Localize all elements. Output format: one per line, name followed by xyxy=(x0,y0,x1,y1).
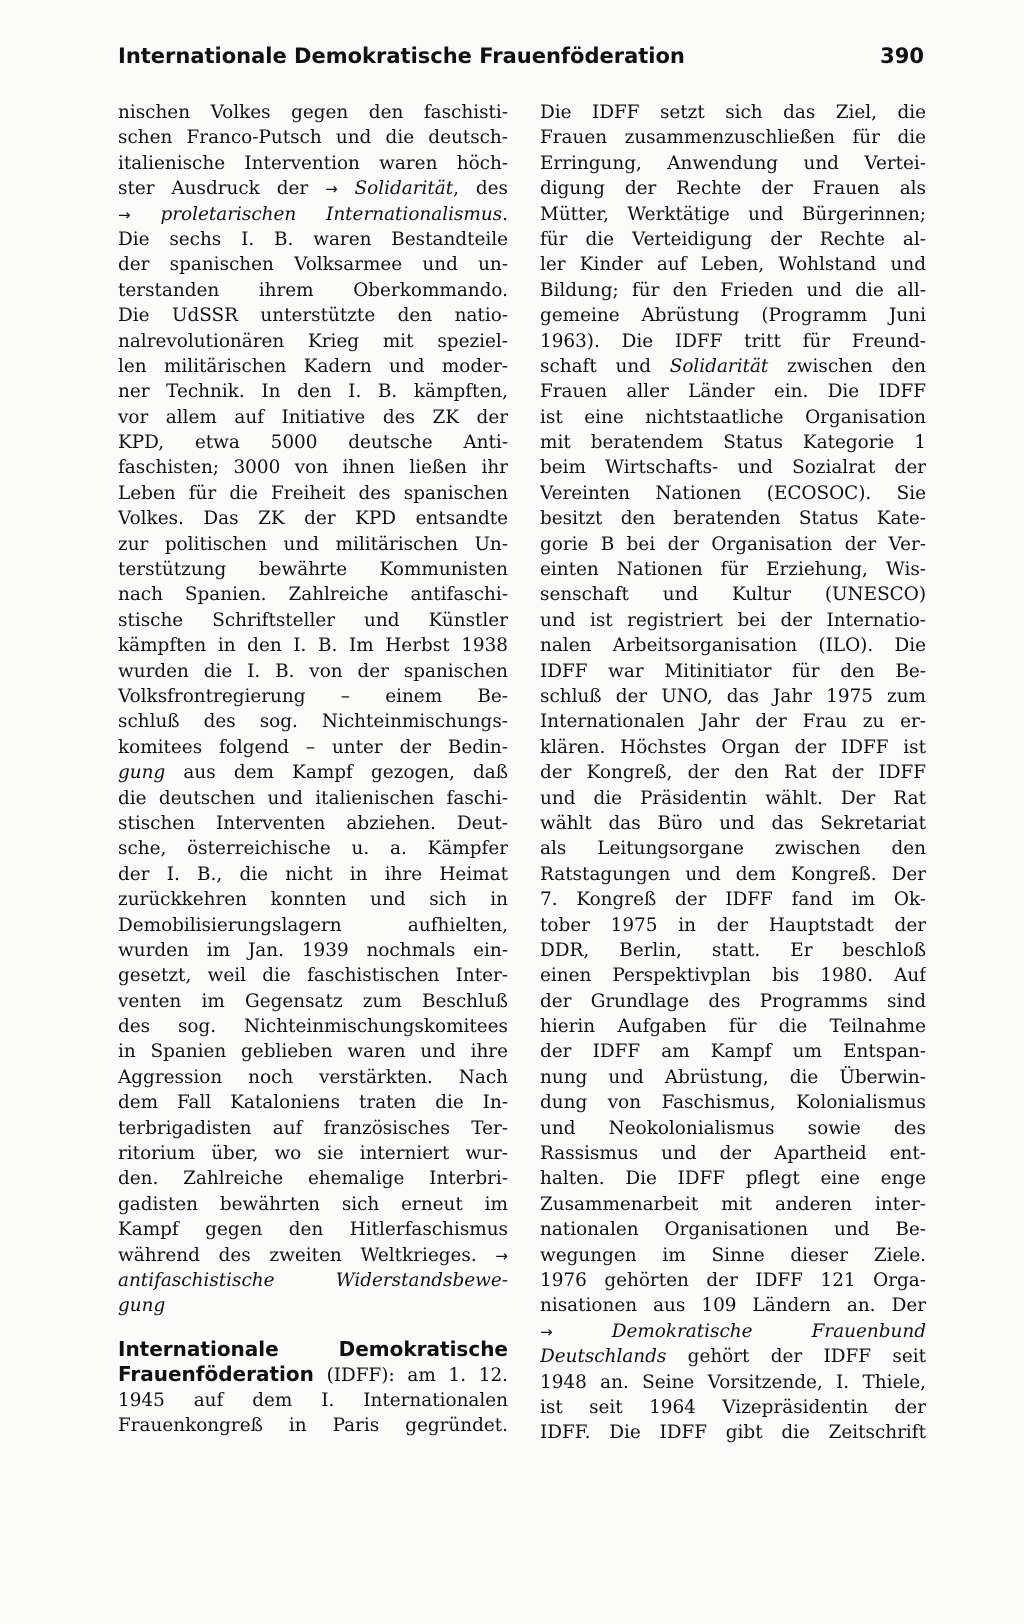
text-line: ler Kinder auf Leben, Wohlstand und xyxy=(540,254,926,276)
text-line: der I. B., die nicht in ihre Heimat xyxy=(118,863,508,885)
text-line: KPD, etwa 5000 deutsche Anti- xyxy=(118,432,508,454)
text-line: Die UdSSR unterstützte den natio- xyxy=(118,305,508,327)
text-line: besitzt den beratenden Status Kate- xyxy=(540,508,926,530)
running-header xyxy=(118,44,924,84)
text-line: 1948 an. Seine Vorsitzende, I. Thiele, xyxy=(540,1371,926,1393)
text-line: Leben für die Freiheit des spanischen xyxy=(118,482,508,504)
text-line: Deutschlands gehört der IDFF seit xyxy=(540,1346,926,1368)
text-line: während des zweiten Weltkrieges. → xyxy=(118,1244,508,1266)
text-line: gemeine Abrüstung (Programm Juni xyxy=(540,305,926,327)
text-line: schluß der UNO, das Jahr 1975 zum xyxy=(540,685,926,707)
page-number: 390 xyxy=(880,44,924,68)
right-column xyxy=(540,100,926,1446)
text-line: nung und Abrüstung, die Überwin- xyxy=(540,1066,926,1088)
text-line: tober 1975 in der Hauptstadt der xyxy=(540,914,926,936)
text-line: Mütter, Werktätige und Bürgerinnen; xyxy=(540,203,926,225)
text-line: Ratstagungen und dem Kongreß. Der xyxy=(540,863,926,885)
text-line: DDR, Berlin, statt. Er beschloß xyxy=(540,939,926,961)
text-line: Internationalen Jahr der Frau zu er- xyxy=(540,711,926,733)
text-line: antifaschistische Widerstandsbewe- xyxy=(118,1269,508,1291)
text-line: Demobilisierungslagern aufhielten, xyxy=(118,914,508,936)
text-line: nach Spanien. Zahlreiche antifaschi- xyxy=(118,584,508,606)
text-line: gadisten bewährten sich erneut im xyxy=(118,1193,508,1215)
text-line: nationalen Organisationen und Be- xyxy=(540,1219,926,1241)
text-line: zur politischen und militärischen Un- xyxy=(118,533,508,555)
text-line: 7. Kongreß der IDFF fand im Ok- xyxy=(540,889,926,911)
text-line: der Kongreß, der den Rat der IDFF xyxy=(540,762,926,784)
text-line: halten. Die IDFF pflegt eine enge xyxy=(540,1168,926,1190)
text-line: komitees folgend – unter der Bedin- xyxy=(118,736,508,758)
entry-heading-word: Frauenföderation xyxy=(118,1362,314,1387)
text-line: venten im Gegensatz zum Beschluß xyxy=(118,990,508,1012)
text-line: terstützung bewährte Kommunisten xyxy=(118,559,508,581)
text-line: Aggression noch verstärkten. Nach xyxy=(118,1066,508,1088)
text-line: gesetzt, weil die faschistischen Inter- xyxy=(118,965,508,987)
text-line: kämpften in den I. B. Im Herbst 1938 xyxy=(118,635,508,657)
text-line: nalrevolutionären Krieg mit speziel- xyxy=(118,330,508,352)
text-line: Volksfrontregierung – einem Be- xyxy=(118,685,508,707)
text-line: Vereinten Nationen (ECOSOC). Sie xyxy=(540,482,926,504)
text-line: der spanischen Volksarmee und un- xyxy=(118,254,508,276)
text-line: nischen Volkes gegen den faschisti- xyxy=(118,102,508,123)
text-line: beim Wirtschafts- und Sozialrat der xyxy=(540,457,926,479)
text-line: Frauen aller Länder ein. Die IDFF xyxy=(540,381,926,403)
text-line: und die Präsidentin wählt. Der Rat xyxy=(540,787,926,809)
text-line: nalen Arbeitsorganisation (ILO). Die xyxy=(540,635,926,657)
text-line: Volkes. Das ZK der KPD entsandte xyxy=(118,508,508,530)
text-line: 1976 gehörten der IDFF 121 Orga- xyxy=(540,1269,926,1291)
text-line: wurden die I. B. von der spanischen xyxy=(118,660,508,682)
text-line: Frauen zusammenzuschließen für die xyxy=(540,127,926,149)
text-line: terbrigadisten auf französisches Ter- xyxy=(118,1117,508,1139)
text-line: den. Zahlreiche ehemalige Interbri- xyxy=(118,1168,508,1190)
entry-abbrev: (IDFF): am 1. 12. xyxy=(313,1365,508,1387)
text-line: einen Perspektivplan bis 1980. Auf xyxy=(540,965,926,987)
text-line: mit beratendem Status Kategorie 1 xyxy=(540,432,926,454)
text-line: des sog. Nichteinmischungskomitees xyxy=(118,1016,508,1038)
text-line: für die Verteidigung der Rechte al- xyxy=(540,228,926,250)
text-line: ner Technik. In den I. B. kämpften, xyxy=(118,381,508,403)
text-line: Frauenkongreß in Paris gegründet. xyxy=(118,1414,508,1436)
text-line: und Neokolonialismus sowie des xyxy=(540,1117,926,1139)
text-line: wegungen im Sinne dieser Ziele. xyxy=(540,1244,926,1266)
text-line: stische Schriftsteller und Künstler xyxy=(118,609,508,631)
text-line: in Spanien geblieben waren und ihre xyxy=(118,1041,508,1063)
text-line: Bildung; für den Frieden und die all- xyxy=(540,279,926,301)
text-line: Erringung, Anwendung und Vertei- xyxy=(540,152,926,174)
text-line: schen Franco-Putsch und die deutsch- xyxy=(118,127,508,149)
text-line: len militärischen Kadern und moder- xyxy=(118,355,508,377)
text-line: vor allem auf Initiative des ZK der xyxy=(118,406,508,428)
text-line: dem Fall Kataloniens traten die In- xyxy=(118,1092,508,1114)
text-line: → Demokratische Frauenbund xyxy=(540,1320,926,1342)
text-line: gorie B bei der Organisation der Ver- xyxy=(540,533,926,555)
text-line: ist seit 1964 Vizepräsidentin der xyxy=(540,1396,926,1418)
running-title: Internationale Demokratische Frauenföderation xyxy=(118,44,685,68)
text-line: Rassismus und der Apartheid ent- xyxy=(540,1143,926,1165)
text-line: ster Ausdruck der → Solidarität, des xyxy=(118,178,508,200)
entry-spacer xyxy=(118,1319,508,1337)
left-column xyxy=(118,100,508,1438)
text-line: Kampf gegen den Hitlerfaschismus xyxy=(118,1219,508,1241)
text-line: gung xyxy=(118,1295,166,1317)
text-line: zurückkehren konnten und sich in xyxy=(118,889,508,911)
text-line: terstanden ihrem Oberkommando. xyxy=(118,279,508,301)
text-line: digung der Rechte der Frauen als xyxy=(540,178,926,200)
text-line: 1945 auf dem I. Internationalen xyxy=(118,1389,508,1411)
text-line: und ist registriert bei der Internatio- xyxy=(540,609,926,631)
text-line: klären. Höchstes Organ der IDFF ist xyxy=(540,736,926,758)
text-line: ritorium über, wo sie interniert wur- xyxy=(118,1143,508,1165)
text-line: schaft und Solidarität zwischen den xyxy=(540,355,926,377)
text-line: wurden im Jan. 1939 nochmals ein- xyxy=(118,939,508,961)
text-line: der Grundlage des Programms sind xyxy=(540,990,926,1012)
text-line: als Leitungsorgane zwischen den xyxy=(540,838,926,860)
entry-heading: Internationale Demokratische xyxy=(118,1336,508,1361)
text-line: nisationen aus 109 Ländern an. Der xyxy=(540,1295,926,1317)
text-line: einten Nationen für Erziehung, Wis- xyxy=(540,559,926,581)
text-line: senschaft und Kultur (UNESCO) xyxy=(540,584,926,606)
text-line: Die IDFF setzt sich das Ziel, die xyxy=(540,102,926,123)
text-line: → proletarischen Internationalismus. xyxy=(118,203,508,225)
text-line: hierin Aufgaben für die Teilnahme xyxy=(540,1016,926,1038)
text-line: ist eine nichtstaatliche Organisation xyxy=(540,406,926,428)
text-line: Die sechs I. B. waren Bestandteile xyxy=(118,228,508,250)
text-line: der IDFF am Kampf um Entspan- xyxy=(540,1041,926,1063)
text-line: die deutschen und italienischen faschi- xyxy=(118,787,508,809)
text-line: 1963). Die IDFF tritt für Freund- xyxy=(540,330,926,352)
text-line: italienische Intervention waren höch- xyxy=(118,152,508,174)
text-line: schluß des sog. Nichteinmischungs- xyxy=(118,711,508,733)
text-line: gung aus dem Kampf gezogen, daß xyxy=(118,762,508,784)
text-line: stischen Interventen abziehen. Deut- xyxy=(118,812,508,834)
text-line: wählt das Büro und das Sekretariat xyxy=(540,812,926,834)
text-line: IDFF. Die IDFF gibt die Zeitschrift xyxy=(540,1422,926,1444)
text-line: IDFF war Mitinitiator für den Be- xyxy=(540,660,926,682)
text-line: dung von Faschismus, Kolonialismus xyxy=(540,1092,926,1114)
text-line: Zusammenarbeit mit anderen inter- xyxy=(540,1193,926,1215)
entry-heading-line2 xyxy=(118,1362,508,1387)
text-line: faschisten; 3000 von ihnen ließen ihr xyxy=(118,457,508,479)
text-line: sche, österreichische u. a. Kämpfer xyxy=(118,838,508,860)
